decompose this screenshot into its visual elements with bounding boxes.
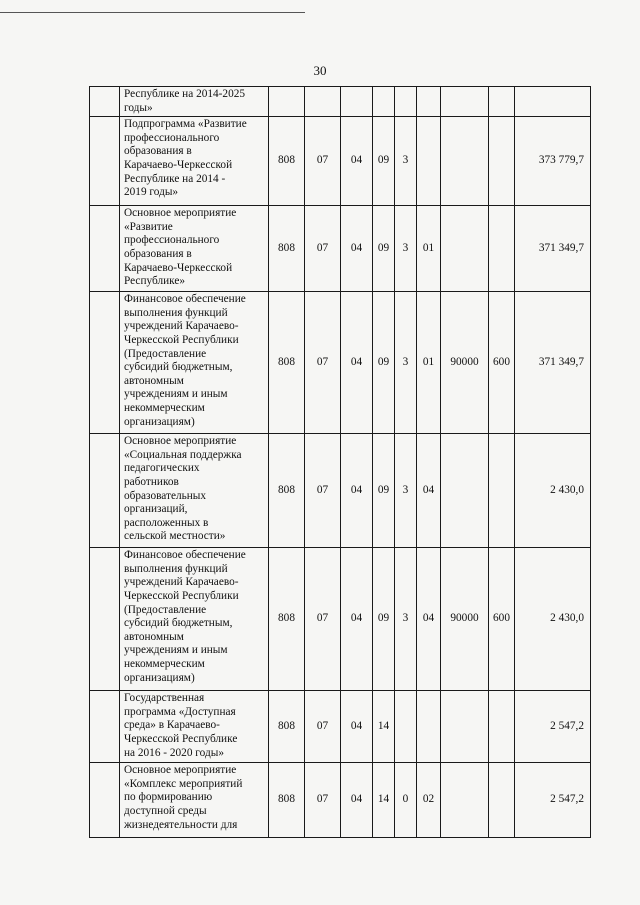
subsection-code: 04 <box>350 355 363 368</box>
target-code-subprogram: 3 <box>402 154 409 167</box>
amount-cell <box>515 206 591 292</box>
target-code-direction-cell <box>441 434 489 548</box>
section-code-cell <box>305 548 341 691</box>
expense-type-code-cell <box>489 548 515 691</box>
target-code-program-cell <box>373 206 395 292</box>
ved-code-cell <box>269 292 305 434</box>
subsection-code: 04 <box>350 483 363 496</box>
target-code-program: 09 <box>377 154 390 167</box>
ved-code: 808 <box>278 483 295 496</box>
subsection-code-cell <box>341 434 373 548</box>
target-code-program-cell <box>373 548 395 691</box>
section-code: 07 <box>316 793 329 806</box>
ved-code: 808 <box>278 241 295 254</box>
subsection-code: 04 <box>350 154 363 167</box>
target-code-program-cell <box>373 763 395 838</box>
subsection-code-cell <box>341 548 373 691</box>
subsection-code-cell <box>341 292 373 434</box>
section-code-cell <box>305 117 341 206</box>
row-name: Республике на 2014-2025 годы» <box>124 88 246 114</box>
target-code-subprogram-cell <box>395 548 417 691</box>
table-row <box>90 691 591 763</box>
subsection-code-cell <box>341 691 373 763</box>
subsection-code: 04 <box>350 612 363 625</box>
target-code-subprogram-cell <box>395 117 417 206</box>
target-code-event: 04 <box>422 483 435 496</box>
target-code-direction-cell <box>441 87 489 117</box>
target-code-program: 14 <box>377 719 390 732</box>
expense-type-code-cell <box>489 763 515 838</box>
expense-type-code-cell <box>489 87 515 117</box>
table-row <box>90 87 591 117</box>
target-code-program-cell <box>373 292 395 434</box>
target-code-subprogram: 3 <box>402 355 409 368</box>
target-code-subprogram: 3 <box>402 483 409 496</box>
amount: 371 349,7 <box>538 241 584 254</box>
target-code-event-cell <box>417 206 441 292</box>
target-code-event-cell <box>417 691 441 763</box>
target-code-event: 02 <box>422 793 435 806</box>
amount: 2 430,0 <box>550 612 584 625</box>
target-code-program: 09 <box>377 241 390 254</box>
target-code-event-cell <box>417 763 441 838</box>
ved-code: 808 <box>278 355 295 368</box>
target-code-event: 01 <box>422 241 435 254</box>
ved-code-cell <box>269 548 305 691</box>
section-code: 07 <box>316 612 329 625</box>
target-code-subprogram: 0 <box>402 793 409 806</box>
amount-cell <box>515 117 591 206</box>
amount: 2 547,2 <box>550 793 584 806</box>
blank-cell <box>90 206 120 292</box>
target-code-event-cell <box>417 87 441 117</box>
row-name-cell <box>120 763 269 838</box>
target-code-direction: 90000 <box>450 612 479 625</box>
expense-type-code-cell <box>489 117 515 206</box>
target-code-subprogram-cell <box>395 434 417 548</box>
target-code-direction: 90000 <box>450 355 479 368</box>
target-code-subprogram-cell <box>395 206 417 292</box>
header-rule <box>0 12 305 13</box>
amount: 371 349,7 <box>538 355 584 368</box>
target-code-event: 01 <box>422 355 435 368</box>
ved-code: 808 <box>278 154 295 167</box>
row-name: Финансовое обеспечение выполнения функций учреждений Карачаево- Черкесской Республики (Предоставление субсидий бюджетным, автономным учреждениям и иным некоммерческим организациям) <box>124 549 246 684</box>
amount-cell <box>515 292 591 434</box>
section-code: 07 <box>316 719 329 732</box>
blank-cell <box>90 117 120 206</box>
row-name: Подпрограмма «Развитие профессионального образования в Карачаево-Черкесской Республике на 2014 - 2019 годы» <box>124 118 247 199</box>
target-code-program-cell <box>373 87 395 117</box>
target-code-subprogram-cell <box>395 691 417 763</box>
blank-cell <box>90 691 120 763</box>
ved-code-cell <box>269 206 305 292</box>
subsection-code: 04 <box>350 793 363 806</box>
amount: 373 779,7 <box>538 154 584 167</box>
target-code-direction-cell <box>441 117 489 206</box>
target-code-event-cell <box>417 292 441 434</box>
ved-code: 808 <box>278 612 295 625</box>
row-name-cell <box>120 206 269 292</box>
target-code-subprogram: 3 <box>402 241 409 254</box>
section-code: 07 <box>316 483 329 496</box>
target-code-program-cell <box>373 117 395 206</box>
target-code-direction-cell <box>441 292 489 434</box>
row-name: Основное мероприятие «Социальная поддержка педагогических работников образовательных организаций, расположенных в сельской местности» <box>124 435 242 543</box>
target-code-direction-cell <box>441 548 489 691</box>
target-code-program-cell <box>373 434 395 548</box>
page-number: 30 <box>313 63 327 78</box>
target-code-event-cell <box>417 117 441 206</box>
target-code-event-cell <box>417 434 441 548</box>
subsection-code-cell <box>341 117 373 206</box>
target-code-event-cell <box>417 548 441 691</box>
section-code: 07 <box>316 355 329 368</box>
blank-cell <box>90 763 120 838</box>
amount-cell <box>515 87 591 117</box>
expense-type-code-cell <box>489 691 515 763</box>
blank-cell <box>90 87 120 117</box>
target-code-direction-cell <box>441 763 489 838</box>
target-code-program: 14 <box>377 793 390 806</box>
target-code-direction-cell <box>441 206 489 292</box>
target-code-program-cell <box>373 691 395 763</box>
row-name-cell <box>120 434 269 548</box>
target-code-subprogram-cell <box>395 87 417 117</box>
blank-cell <box>90 548 120 691</box>
ved-code-cell <box>269 117 305 206</box>
blank-cell <box>90 292 120 434</box>
subsection-code: 04 <box>350 241 363 254</box>
ved-code-cell <box>269 691 305 763</box>
target-code-event: 04 <box>422 612 435 625</box>
subsection-code-cell <box>341 763 373 838</box>
expense-type-code: 600 <box>493 355 510 368</box>
target-code-program: 09 <box>377 612 390 625</box>
section-code-cell <box>305 206 341 292</box>
amount: 2 547,2 <box>550 719 584 732</box>
section-code: 07 <box>316 241 329 254</box>
table-row <box>90 206 591 292</box>
table-row <box>90 434 591 548</box>
row-name: Финансовое обеспечение выполнения функций учреждений Карачаево- Черкесской Республики (Предоставление субсидий бюджетным, автономным учреждениям и иным некоммерческим организациям) <box>124 293 246 428</box>
section-code: 07 <box>316 154 329 167</box>
row-name-cell <box>120 548 269 691</box>
table-row <box>90 763 591 838</box>
target-code-subprogram-cell <box>395 292 417 434</box>
amount-cell <box>515 548 591 691</box>
blank-cell <box>90 434 120 548</box>
table-row <box>90 117 591 206</box>
expense-type-code: 600 <box>493 612 510 625</box>
target-code-subprogram-cell <box>395 763 417 838</box>
subsection-code-cell <box>341 206 373 292</box>
budget-table <box>89 86 591 838</box>
amount-cell <box>515 691 591 763</box>
section-code-cell <box>305 691 341 763</box>
ved-code: 808 <box>278 793 295 806</box>
row-name: Государственная программа «Доступная среда» в Карачаево- Черкесской Республике на 2016 - 2020 годы» <box>124 692 238 759</box>
row-name-cell <box>120 117 269 206</box>
expense-type-code-cell <box>489 434 515 548</box>
target-code-program: 09 <box>377 483 390 496</box>
amount-cell <box>515 763 591 838</box>
row-name-cell <box>120 87 269 117</box>
target-code-subprogram: 3 <box>402 612 409 625</box>
amount: 2 430,0 <box>550 483 584 496</box>
section-code-cell <box>305 292 341 434</box>
section-code-cell <box>305 434 341 548</box>
subsection-code: 04 <box>350 719 363 732</box>
subsection-code-cell <box>341 87 373 117</box>
section-code-cell <box>305 763 341 838</box>
target-code-program: 09 <box>377 355 390 368</box>
ved-code: 808 <box>278 719 295 732</box>
ved-code-cell <box>269 87 305 117</box>
row-name: Основное мероприятие «Комплекс мероприятий по формированию доступной среды жизнедеятельности для <box>124 764 243 831</box>
section-code-cell <box>305 87 341 117</box>
expense-type-code-cell <box>489 292 515 434</box>
row-name-cell <box>120 691 269 763</box>
expense-type-code-cell <box>489 206 515 292</box>
table-row <box>90 292 591 434</box>
target-code-direction-cell <box>441 691 489 763</box>
table-row <box>90 548 591 691</box>
row-name-cell <box>120 292 269 434</box>
ved-code-cell <box>269 434 305 548</box>
row-name: Основное мероприятие «Развитие профессионального образования в Карачаево-Черкесской Республике» <box>124 207 237 288</box>
amount-cell <box>515 434 591 548</box>
ved-code-cell <box>269 763 305 838</box>
